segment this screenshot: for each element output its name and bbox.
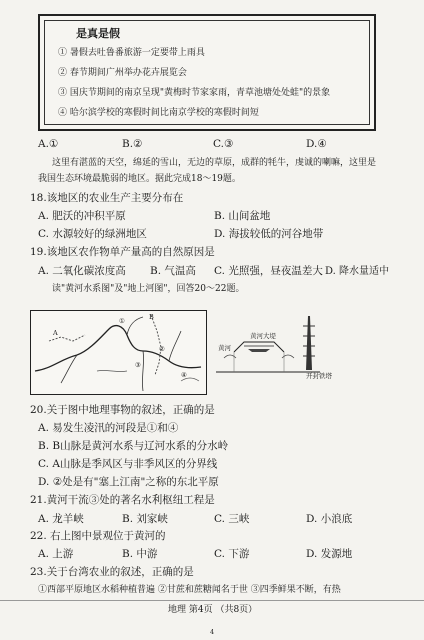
q19-option-d: D. 降水量适中 bbox=[325, 266, 390, 277]
q23-statements: ①西部平原地区水稻种植普遍 ②甘蔗和蔗糖闻名于世 ③四季鲜果不断，有热 bbox=[38, 585, 341, 595]
q18-option-d: D. 海拔较低的河谷地带 bbox=[214, 228, 324, 240]
box-item-4: ④ 哈尔滨学校的寒假时间比南京学校的寒假时间短 bbox=[58, 108, 259, 118]
q20-stem: 20.关于图中地理事物的叙述，正确的是 bbox=[30, 404, 215, 416]
prev-option-b: B.② bbox=[122, 138, 143, 150]
box-item-2: ② 春节期间广州举办花卉展览会 bbox=[58, 68, 187, 78]
q22-option-d: D. 发源地 bbox=[306, 548, 353, 560]
box-item-3: ③ 国庆节期间的南京呈现"黄梅时节家家雨，青草池塘处处蛙"的景象 bbox=[58, 88, 331, 98]
q18-option-c: C. 水源较好的绿洲地区 bbox=[38, 228, 147, 240]
passage-line-2: 我国生态环境最脆弱的地区。据此完成18～19题。 bbox=[38, 174, 241, 184]
prev-option-a: A.① bbox=[38, 138, 59, 150]
box-item-1: ① 暑假去吐鲁番旅游一定要带上雨具 bbox=[58, 48, 205, 58]
q19-option-c: C. 光照强，昼夜温差大 bbox=[214, 265, 323, 277]
q21-stem: 21.黄河干流③处的著名水利枢纽工程是 bbox=[30, 494, 215, 506]
q21-option-b: B. 刘家峡 bbox=[122, 513, 168, 525]
q22-option-c: C. 下游 bbox=[214, 548, 250, 560]
q21-option-c: C. 三峡 bbox=[214, 513, 250, 525]
prev-option-d: D.④ bbox=[306, 138, 327, 150]
map-intro: 读"黄河水系图"及"地上河图"，回答20～22题。 bbox=[52, 284, 245, 294]
q22-option-b: B. 中游 bbox=[122, 548, 158, 560]
q20-option-d: D. ②处是有"塞上江南"之称的东北平原 bbox=[38, 476, 219, 488]
map-label-a: A bbox=[53, 329, 58, 337]
q23-stem: 23.关于台湾农业的叙述，正确的是 bbox=[30, 566, 194, 578]
map-marker-1: ① bbox=[119, 317, 125, 325]
box-title: 是真是假 bbox=[76, 27, 120, 40]
footer-divider bbox=[0, 600, 424, 601]
map-marker-4: ④ bbox=[181, 371, 187, 379]
yellow-river-system-map bbox=[30, 310, 207, 395]
prev-option-c: C.③ bbox=[213, 138, 234, 150]
cross-section-river-label: 黄河 bbox=[218, 344, 231, 352]
q22-option-a: A. 上游 bbox=[38, 548, 74, 560]
footer-page-number: 4 bbox=[210, 628, 215, 636]
cross-section-tower-label: 开封铁塔 bbox=[306, 372, 332, 380]
map-label-b: B bbox=[149, 313, 154, 321]
q20-option-a: A. 易发生凌汛的河段是①和④ bbox=[38, 422, 179, 434]
map-marker-2: ② bbox=[159, 345, 165, 353]
q20-option-b: B. B山脉是黄河水系与辽河水系的分水岭 bbox=[38, 440, 229, 452]
cross-section-dam-label: 黄河大堤 bbox=[250, 332, 276, 340]
q19-option-a: A. 二氧化碳浓度高 bbox=[38, 265, 126, 277]
cross-section-drawing bbox=[214, 310, 326, 395]
q21-option-d: D. 小浪底 bbox=[306, 513, 353, 525]
q22-stem: 22. 右上图中景观位于黄河的 bbox=[30, 530, 166, 542]
footer-page-info: 地理 第4页 （共8页） bbox=[168, 605, 258, 615]
q18-option-b: B. 山间盆地 bbox=[214, 210, 271, 222]
q18-option-a: A. 肥沃的冲积平原 bbox=[38, 210, 126, 222]
elevated-river-cross-section bbox=[214, 310, 332, 395]
q21-option-a: A. 龙羊峡 bbox=[38, 513, 84, 525]
yellow-river-map-drawing bbox=[31, 311, 205, 393]
q19-stem: 19.该地区农作物单产量高的自然原因是 bbox=[30, 246, 215, 258]
passage-line-1: 这里有湛蓝的天空，绵延的雪山，无边的草原，成群的牦牛，虔诚的喇嘛，这里是 bbox=[52, 158, 377, 168]
q20-option-c: C. A山脉是季风区与非季风区的分界线 bbox=[38, 458, 218, 470]
q18-stem: 18.该地区的农业生产主要分布在 bbox=[30, 192, 184, 204]
q19-option-b: B. 气温高 bbox=[150, 265, 196, 277]
map-marker-3: ③ bbox=[135, 361, 141, 369]
